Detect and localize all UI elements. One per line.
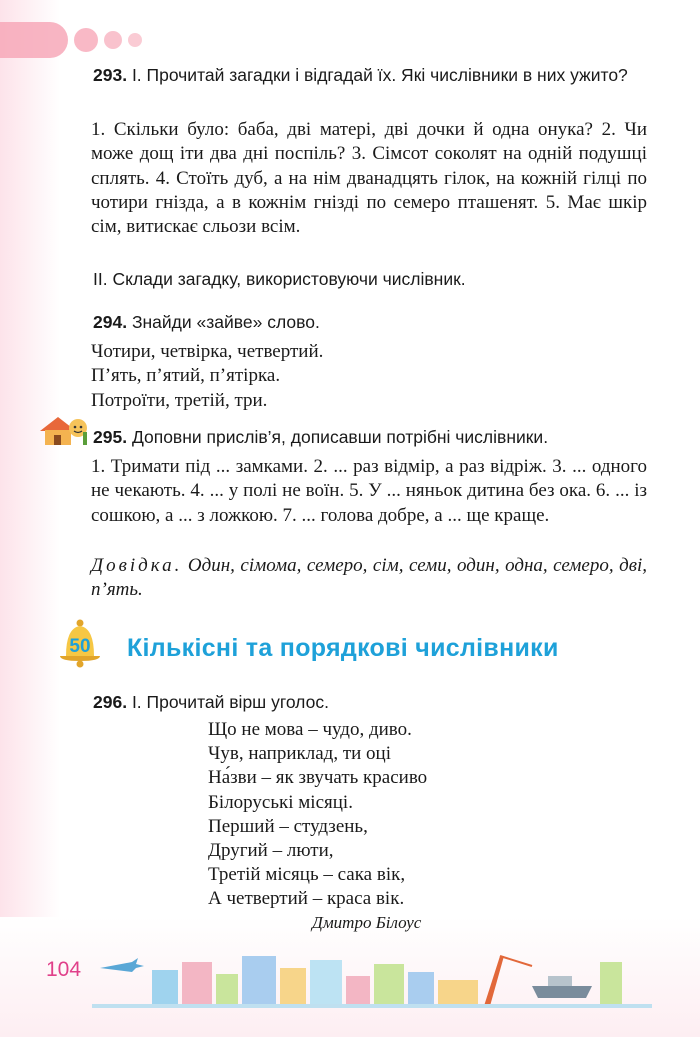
decor-dot [74, 28, 98, 52]
task-prompt: Знайди «зайве» слово. [131, 312, 320, 332]
section-number: 50 [69, 636, 91, 657]
task-293-riddles: 1. Скільки було: баба, дві матері, дві дочки й одна онука? 2. Чи може дощ іти два дні поспіль? 3. Сімсот соколят на одній подушці сплять. 4. Стоїть дуб, а на нім дванадцять гілок, на кожній гілці по чотири гнізда, а в кожнім гнізді по семеро пташенят. 5. Має шкір сім, витискає сльози всім. [91, 119, 647, 238]
decor-dot [128, 33, 142, 47]
poem-author: Дмитро Білоус [312, 913, 422, 932]
task-295-proverbs: 1. Тримати під ... замками. 2. ... раз відмір, а раз відріж. 3. ... одного не чекають. 4. ... у полі не воїн. 5. У ... няньок дитина без ока. 6. ... із сошкою, а ... з ложкою. 7. ... голова добре, а ... ще краще. [91, 456, 647, 526]
ship-icon [532, 986, 592, 998]
task-prompt: Доповни прислів’я, дописавши потрібні числівники. [131, 427, 549, 447]
task-number: 295. [93, 427, 128, 447]
task-295-hint [91, 554, 647, 603]
decor-dot [104, 31, 122, 49]
task-295-prompt [93, 426, 653, 449]
top-decor-pill [0, 22, 68, 58]
task-293-part2: ІІ. Склади загадку, використовуючи числівник. [93, 269, 466, 289]
poem-line: Перший – студзень, [208, 815, 368, 837]
task-number: 294. [93, 312, 128, 332]
hint-text: Один, сімома, семеро, сім, семи, один, одна, семеро, дві, п’ять. [91, 555, 647, 601]
airplane-icon [100, 958, 144, 972]
task-296-prompt [93, 691, 653, 714]
poem-line: Білоруські місяці. [208, 791, 353, 813]
task-number: 296. [93, 692, 128, 712]
poem-line: Третій місяць – сака вік, [208, 864, 406, 886]
poem-line: Що не мова – чудо, диво. [208, 719, 412, 740]
task-293-prompt [93, 64, 653, 87]
task-294-lines [91, 340, 647, 413]
poem-line: Чув, наприклад, ти оці [208, 743, 391, 765]
section-title: Кількісні та порядкові числівники [127, 634, 559, 662]
hint-label: Довідка. [91, 555, 183, 576]
task-294-prompt [93, 311, 653, 334]
poem-line: А четвертий – краса вік. [208, 888, 405, 910]
task-prompt: І. Прочитай загадки і відгадай їх. Які числівники в них ужито? [131, 65, 628, 85]
word-line: П’ять, п’ятий, п’ятірка. [91, 365, 281, 387]
task-prompt: І. Прочитай вірш уголос. [131, 692, 329, 712]
left-decor-band [0, 0, 60, 1037]
crane-icon [484, 956, 504, 1006]
poem-line: На́зви – як звучать красиво [208, 767, 428, 789]
poem [208, 718, 538, 912]
task-number: 293. [93, 65, 128, 85]
city-skyline-illustration [92, 948, 652, 1008]
word-line: Чотири, четвірка, четвертий. [91, 341, 324, 362]
page-number: 104 [46, 958, 82, 981]
pair-work-icon [38, 414, 90, 448]
word-line: Потроїти, третій, три. [91, 389, 268, 411]
poem-line: Другий – люти, [208, 840, 334, 862]
